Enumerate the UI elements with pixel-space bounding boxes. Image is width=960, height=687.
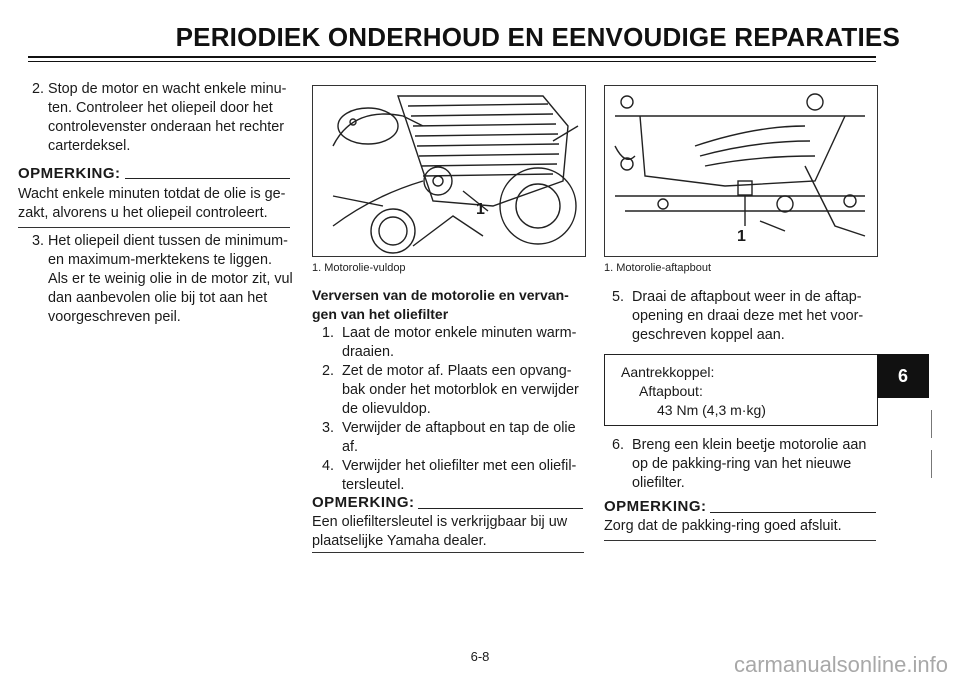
step-1 — [322, 324, 579, 362]
note-body — [18, 185, 285, 223]
note-line-mid: Een oliefiltersleutel is verkrijgbaar bij uw — [312, 514, 568, 530]
note-line-right: Zorg dat de pakking-ring goed afsluit. — [604, 518, 842, 534]
step-3-mid-number: 3. — [322, 420, 335, 436]
header-rule — [28, 56, 876, 58]
note-end-rule — [18, 227, 290, 228]
section-heading — [312, 286, 569, 324]
step-4-mid-line: Verwijder het oliefilter met een oliefil- — [342, 458, 577, 474]
figure-callout: 1 — [476, 201, 485, 218]
section-heading-line: gen van het oliefilter — [312, 306, 449, 322]
step-6-number: 6. — [612, 437, 625, 453]
step-6-line: oliefilter. — [632, 475, 685, 491]
step-6-line: op de pakking-ring van het nieuwe — [632, 456, 852, 472]
step-2-mid-line: de olievuldop. — [342, 401, 431, 417]
figure-caption: 1. Motorolie-vuldop — [312, 262, 406, 274]
step-3-line: dan aanbevolen olie bij tot aan het — [48, 290, 268, 306]
step-3-line: Het oliepeil dient tussen de minimum- — [48, 233, 288, 249]
note-heading-rule-mid — [418, 508, 583, 509]
note-end-rule-mid — [312, 552, 584, 553]
note-heading-right: OPMERKING: — [604, 498, 707, 515]
step-2-mid-line: Zet de motor af. Plaats een opvang- — [342, 363, 572, 379]
step-5-line: geschreven koppel aan. — [632, 327, 785, 343]
page-title: PERIODIEK ONDERHOUD EN EENVOUDIGE REPARATIES — [175, 22, 900, 52]
step-1-number: 1. — [322, 325, 335, 341]
step-6-line: Breng een klein beetje motorolie aan — [632, 437, 867, 453]
edge-mark — [931, 410, 932, 438]
torque-spec-box — [604, 354, 878, 426]
step-3-line: en maximum-merktekens te liggen. — [48, 252, 272, 268]
note-heading: OPMERKING: — [18, 165, 121, 182]
note-body-mid — [312, 513, 567, 551]
note-body-right — [604, 517, 842, 536]
figure-caption: 1. Motorolie-aftapbout — [604, 262, 712, 274]
torque-value: 43 Nm (4,3 m·kg) — [657, 402, 766, 418]
watermark: carmanualsonline.info — [733, 652, 948, 677]
step-5-number: 5. — [612, 289, 625, 305]
step-4-mid-number: 4. — [322, 458, 335, 474]
note-line-mid: plaatselijke Yamaha dealer. — [312, 533, 487, 549]
step-2-line: controlevenster onderaan het rechter — [48, 119, 284, 135]
chapter-tab: 6 — [877, 354, 929, 398]
step-3-number: 3. — [32, 233, 45, 249]
step-2 — [32, 80, 286, 156]
step-3 — [32, 232, 293, 327]
step-4-mid-line: tersleutel. — [342, 477, 405, 493]
header-rule-thin — [28, 61, 876, 62]
step-1-line: Laat de motor enkele minuten warm- — [342, 325, 577, 341]
step-2-mid-line: bak onder het motorblok en verwijder — [342, 382, 579, 398]
step-6 — [612, 436, 866, 493]
step-3-line: Als er te weinig olie in de motor zit, vul — [48, 271, 293, 287]
steps-list — [322, 324, 579, 495]
note-heading-rule-right — [710, 512, 876, 513]
step-3-mid — [322, 419, 579, 457]
oil-filler-cap-figure — [312, 85, 586, 257]
step-5-line: Draai de aftapbout weer in de aftap- — [632, 289, 862, 305]
page-number: 6-8 — [470, 649, 490, 664]
step-2-mid-number: 2. — [322, 363, 335, 379]
step-2-line: ten. Controleer het oliepeil door het — [48, 100, 273, 116]
step-3-mid-line: af. — [342, 439, 358, 455]
step-3-mid-line: Verwijder de aftapbout en tap de olie — [342, 420, 576, 436]
torque-item: Aftapbout: — [639, 383, 703, 399]
note-heading-rule — [125, 178, 290, 179]
step-5 — [612, 288, 863, 345]
note-end-rule-right — [604, 540, 876, 541]
note-line: zakt, alvorens u het oliepeil controleert. — [18, 205, 268, 221]
step-2-line: Stop de motor en wacht enkele minu- — [48, 81, 287, 97]
torque-label: Aantrekkoppel: — [621, 364, 715, 380]
engine-illustration — [313, 86, 585, 256]
note-heading-mid: OPMERKING: — [312, 494, 415, 511]
step-4-mid — [322, 457, 579, 495]
step-1-line: draaien. — [342, 344, 395, 360]
note-line: Wacht enkele minuten totdat de olie is ge- — [18, 186, 286, 202]
figure-callout: 1 — [737, 228, 746, 245]
step-2-line: carterdeksel. — [48, 138, 131, 154]
step-2-mid — [322, 362, 579, 419]
step-2-number: 2. — [32, 81, 45, 97]
edge-mark — [931, 450, 932, 478]
step-5-line: opening en draai deze met het voor- — [632, 308, 864, 324]
step-3-line: voorgeschreven peil. — [48, 309, 181, 325]
oil-drain-bolt-figure — [604, 85, 878, 257]
section-heading-line: Verversen van de motorolie en vervan- — [312, 287, 569, 303]
